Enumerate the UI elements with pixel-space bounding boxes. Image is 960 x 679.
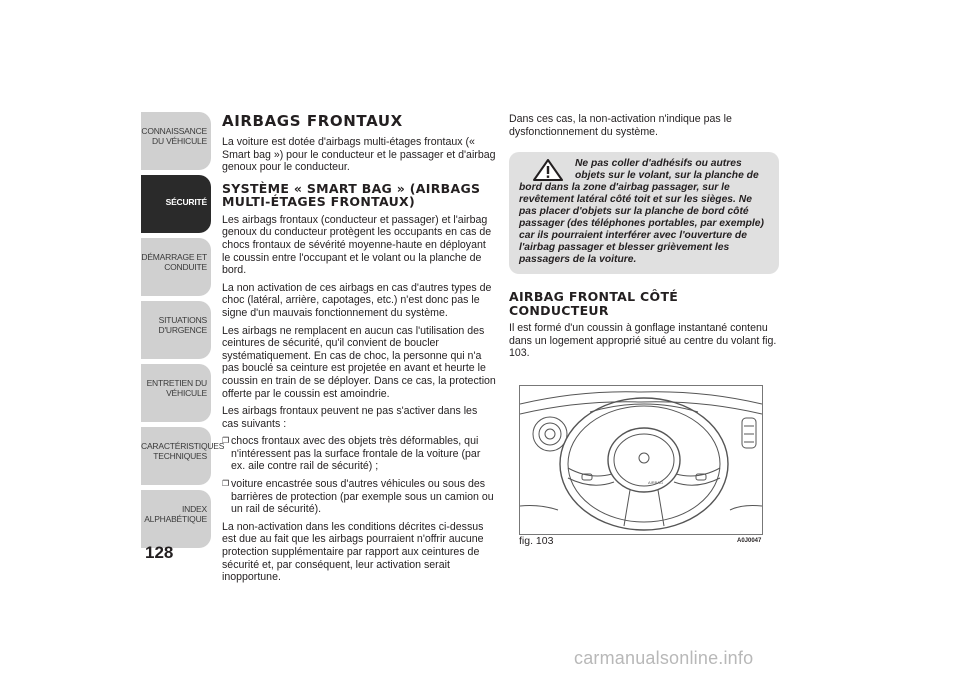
tab-securite[interactable] xyxy=(141,175,211,233)
watermark: carmanualsonline.info xyxy=(574,648,754,668)
tab-label: DÉMARRAGE ET CONDUITE xyxy=(141,252,207,272)
left-column xyxy=(222,113,496,589)
checkbox-bullet-icon: ❐ xyxy=(222,436,230,446)
figure-caption: fig. 103 xyxy=(519,535,554,547)
steering-wheel-figure xyxy=(519,385,763,535)
right-column xyxy=(509,113,779,365)
paragraph: Les airbags frontaux peuvent ne pas s'activer dans les cas suivants : xyxy=(222,405,478,430)
tab-label: SÉCURITÉ xyxy=(165,197,207,207)
intro-paragraph: La voiture est dotée d'airbags multi-étages frontaux (« Smart bag ») pour le conducteur et le passager et d'airbag genoux pour le conducteur. xyxy=(222,136,496,174)
tab-label: SITUATIONS D'URGENCE xyxy=(158,315,207,335)
paragraph: Il est formé d'un coussin à gonflage instantané contenu dans un logement approprié situé au centre du volant fig. 103. xyxy=(509,322,777,360)
warning-triangle-icon xyxy=(533,159,563,181)
paragraph: Les airbags ne remplacent en aucun cas l'utilisation des ceintures de sécurité, qu'il convient de boucler systématiquement. En cas de choc, la personne qui n'a pas bouclé sa ceinture est projetée en avant et heurte le coussin en train de se déployer. Dans ce cas, la protection offerte par le coussin est amoindrie. xyxy=(222,324,496,400)
airbag-label: AIRBAG xyxy=(648,480,664,485)
list-item-text: voiture encastrée sous d'autres véhicules ou sous des barrières de protection (par exemple sous un camion ou un rail de sécurité). xyxy=(231,478,494,516)
paragraph: Dans ces cas, la non-activation n'indique pas le dysfonctionnement du système. xyxy=(509,113,732,138)
figure-code: A0J0047 xyxy=(737,538,762,544)
list-item xyxy=(222,435,496,473)
tab-entretien[interactable] xyxy=(141,364,211,422)
tab-caracteristiques[interactable] xyxy=(141,427,225,485)
warning-box xyxy=(509,152,779,274)
checkbox-bullet-icon: ❐ xyxy=(222,479,230,489)
tab-demarrage[interactable] xyxy=(141,238,211,296)
steering-wheel-illustration xyxy=(520,386,762,534)
paragraph: La non-activation dans les conditions décrites ci-dessus est due au fait que les airbags pourraient n'offrir aucune protection supplémentaire par rapport aux ceintures de sécurité et, par conséquent, leur activation serait inopportune. xyxy=(222,520,484,584)
tab-urgence[interactable] xyxy=(141,301,211,359)
subsection-heading: SYSTÈME « SMART BAG » (AIRBAGS MULTI-ÉTAGES FRONTAUX) xyxy=(222,180,481,210)
tab-label: INDEX ALPHABÉTIQUE xyxy=(144,504,207,524)
tab-label: CONNAISSANCE DU VÉHICULE xyxy=(141,126,207,146)
paragraph: La non activation de ces airbags en cas d'autres types de choc (latéral, arrière, capotages, etc.) n'est donc pas le signe d'un mauvais fonctionnement du système. xyxy=(222,281,492,319)
tab-label: ENTRETIEN DU VÉHICULE xyxy=(146,378,207,398)
list-item xyxy=(222,478,496,516)
warning-text: Ne pas coller d'adhésifs ou autres objets sur le volant, sur la planche de bord dans la zone d'airbag passager, sur le revêtement latéral côté toit et sur les sièges. Ne pas placer d'objets sur la planche de bord côté passager (des téléphones portables, par exemple) car ils pourraient interférer avec l'ouverture de l'airbag passager et blesser grièvement les passagers de la voiture. xyxy=(519,158,764,266)
tab-label: CARACTÉRISTIQUES TECHNIQUES xyxy=(141,441,225,461)
list-item-text: chocs frontaux avec des objets très déformables, qui n'intéressent pas la surface frontale de la voiture (par ex. aile contre rail de sécurité) ; xyxy=(231,435,481,473)
subsection-heading: AIRBAG FRONTAL CÔTÉ CONDUCTEUR xyxy=(509,289,679,318)
tab-index[interactable] xyxy=(141,490,211,548)
paragraph: Les airbags frontaux (conducteur et passager) et l'airbag genoux du conducteur protègent les occupants en cas de chocs frontaux de sévérité moyenne-haute en déployant le coussin entre l'occupant et le volant ou la planche de bord. xyxy=(222,213,492,277)
section-heading: AIRBAGS FRONTAUX xyxy=(222,112,403,130)
page-number: 128 xyxy=(145,543,174,562)
tab-connaissance[interactable] xyxy=(141,112,211,170)
